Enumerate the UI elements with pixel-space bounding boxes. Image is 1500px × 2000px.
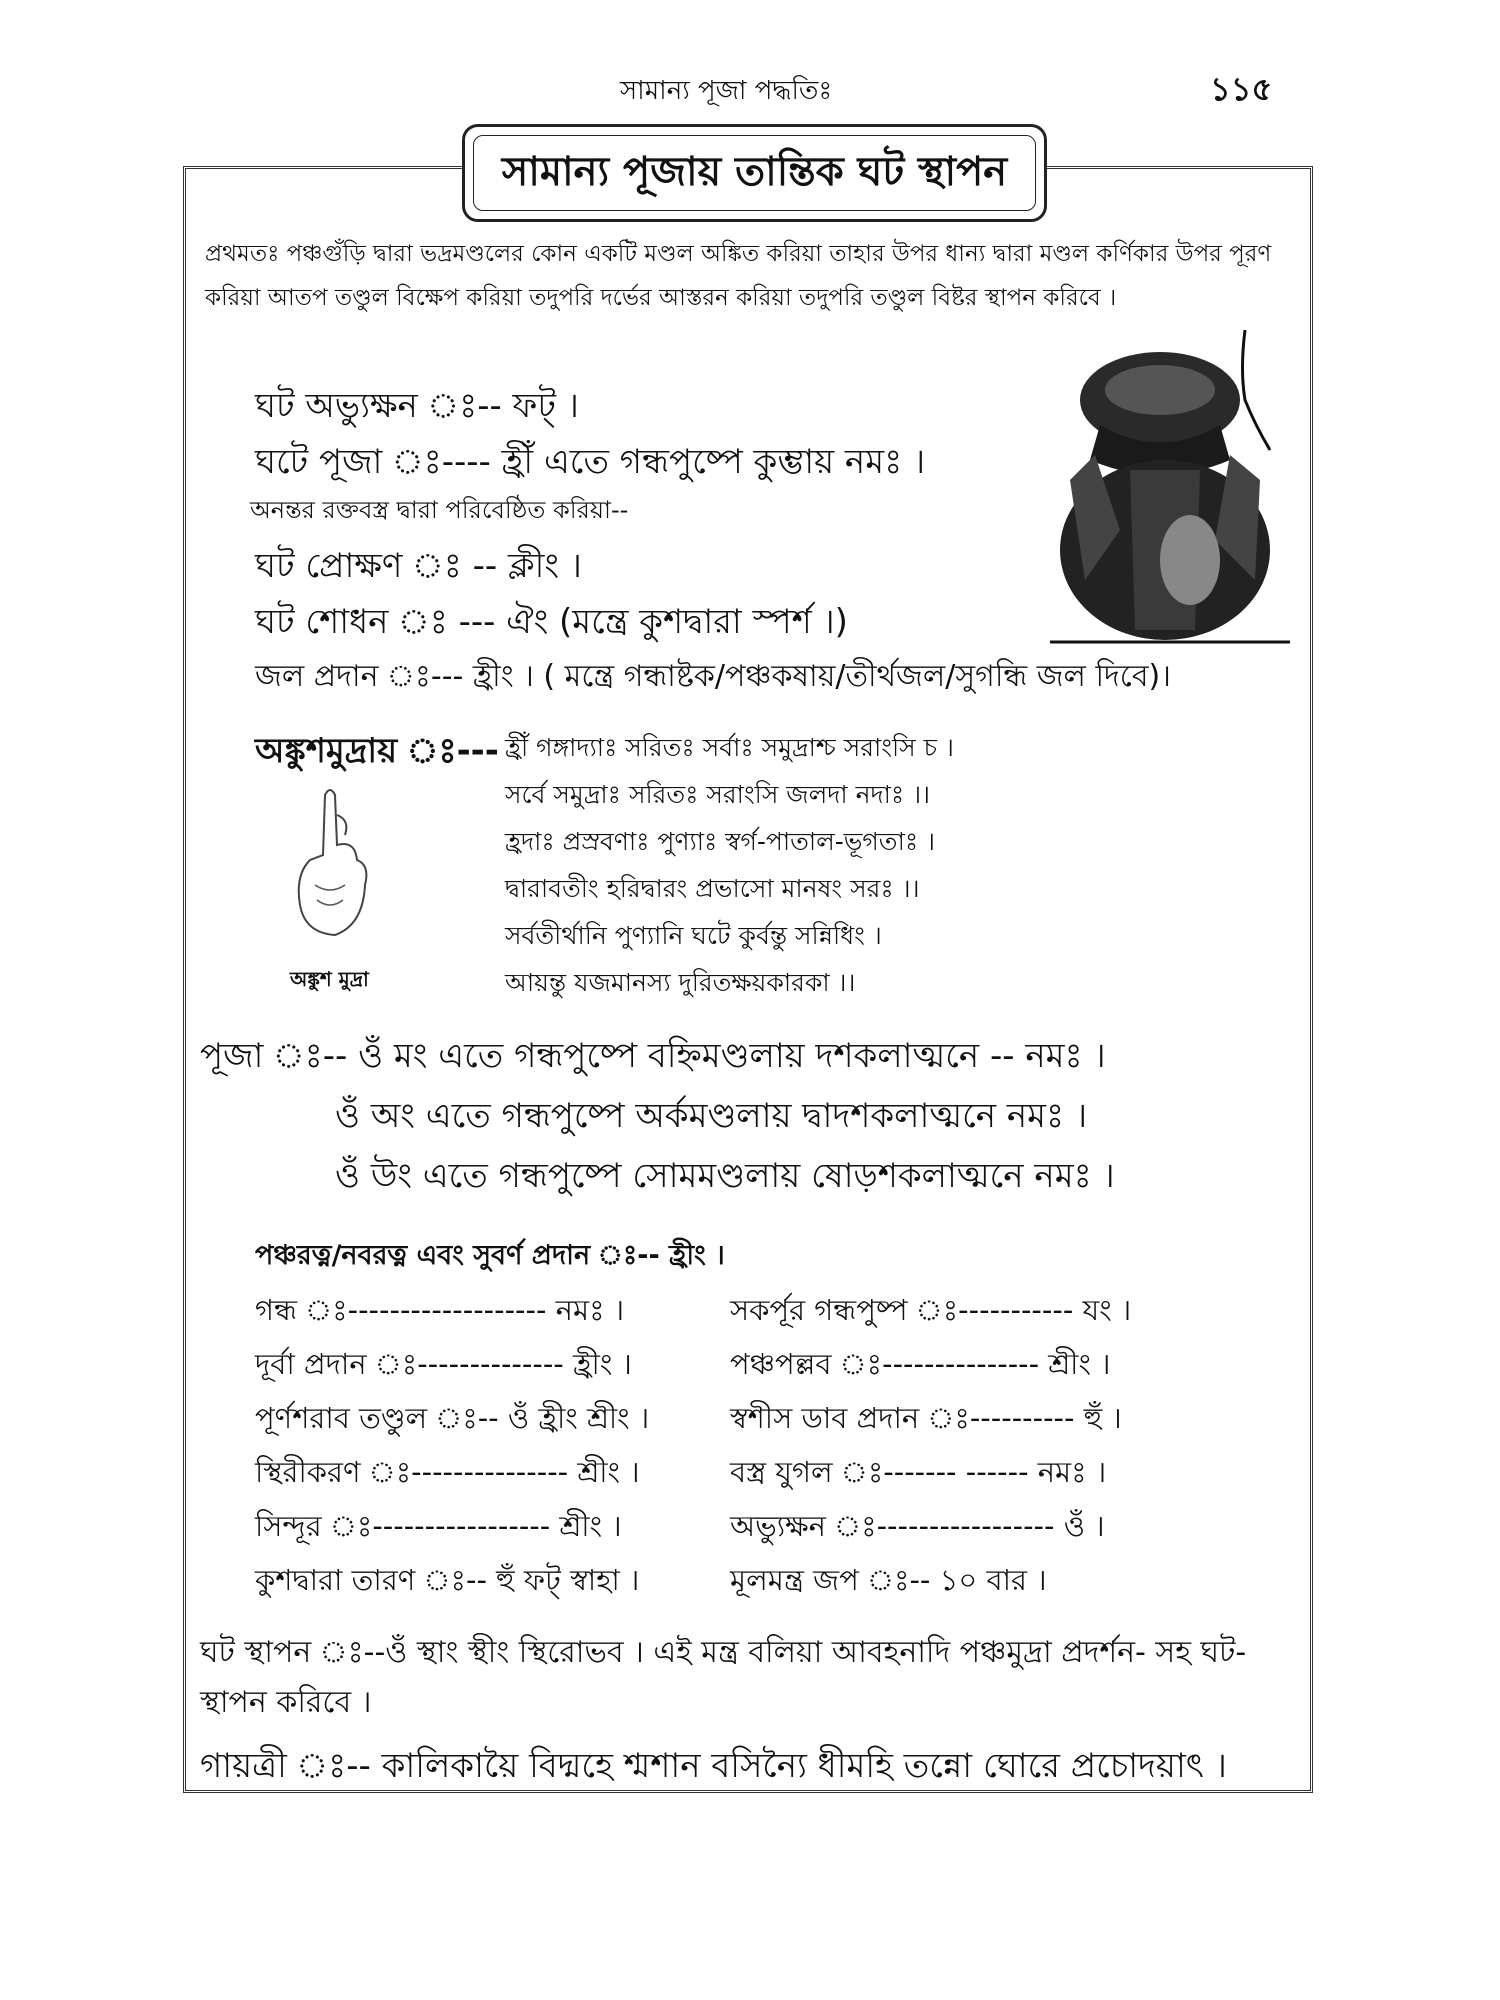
ghata-sthapan: ঘট স্থাপন ঃ--ওঁ স্থাং স্থীং স্থিরোভব । এই মন্ত্র বলিয়া আবহনাদি পঞ্চমুদ্রা প্রদর্শন- সহ ঘট-স্থাপন করিবে । — [200, 1635, 1247, 1720]
verse-line: হ্রীঁ গঙ্গাদ্যাঃ সরিতঃ সর্বাঃ সমুদ্রাশ্চ সরাংসি চ । — [505, 733, 954, 762]
offer-left: দূর্বা প্রদান ঃ-------------- হ্রীং । — [255, 1347, 632, 1381]
ratna-line: পঞ্চরত্ন/নবরত্ন এবং সুবর্ণ প্রদান ঃ-- হ্রীং । — [255, 1240, 725, 1271]
puja-line-1: পূজা ঃ-- ওঁ মং এতে গন্ধপুষ্পে বহ্নিমণ্ডলায় দশকলাত্মনে -- নমঃ । — [200, 1036, 1106, 1076]
mudra-caption: অঙ্কুশ মুদ্রা — [290, 967, 369, 991]
offer-right: পঞ্চপল্লব ঃ--------------- শ্রীং । — [730, 1347, 1111, 1381]
offer-right: সকর্পূর গন্ধপুষ্প ঃ----------- যং । — [730, 1293, 1132, 1327]
ankusha-label: অঙ্কুশমুদ্রায় ঃ--- — [255, 731, 499, 771]
gayatri-line: গায়ত্রী ঃ-- কালিকায়ৈ বিদ্মহে শ্মশান বসিন্যৈ ধীমহি তন্নো ঘোরে প্রচোদয়াৎ । — [200, 1746, 1227, 1786]
ghata-prokshan: ঘট প্রোক্ষণ ঃ -- ক্লীং । — [255, 546, 582, 586]
offer-left: কুশদ্বারা তারণ ঃ-- হুঁ ফট্ স্বাহা । — [255, 1563, 640, 1597]
verse-line: সর্বতীর্থানি পুণ্যানি ঘটে কুর্বন্তু সন্নিধিং । — [505, 921, 882, 950]
offer-left: স্থিরীকরণ ঃ--------------- শ্রীং । — [255, 1455, 640, 1489]
raktabastra-line: অনন্তর রক্তবস্ত্র দ্বারা পরিবেষ্ঠিত করিয়া-- — [250, 496, 629, 524]
puja-line-2: ওঁ অং এতে গন্ধপুষ্পে অর্কমণ্ডলায় দ্বাদশকলাত্মনে নমঃ । — [335, 1096, 1088, 1136]
ankusha-mudra-hand-icon — [285, 785, 385, 945]
verse-line: আয়ন্তু যজমানস্য দুরিতক্ষয়কারকা ।। — [505, 968, 856, 997]
ghata-abhyukshan: ঘট অভ্যুক্ষন ঃ-- ফট্ । — [255, 386, 579, 426]
verse-line: সর্বে সমুদ্রাঃ সরিতঃ সরাংসি জলদা নদাঃ ।। — [505, 780, 931, 809]
ghata-shodhan: ঘট শোধন ঃ --- ঐং (মন্ত্রে কুশদ্বারা স্পর্শ ।) — [255, 602, 848, 642]
ghata-pot-illustration — [1040, 330, 1300, 650]
offer-right: স্বশীস ডাব প্রদান ঃ---------- হুঁ । — [730, 1401, 1122, 1435]
offer-left: গন্ধ ঃ------------------- নমঃ । — [255, 1293, 625, 1327]
offer-right: বস্ত্র যুগল ঃ------- ------ নমঃ । — [730, 1455, 1107, 1489]
page-title: সামান্য পূজায় তান্তিক ঘট স্থাপন — [501, 148, 1008, 195]
puja-line-3: ওঁ উং এতে গন্ধপুষ্পে সোমমণ্ডলায় ষোড়শকলাত্মনে নমঃ । — [335, 1156, 1115, 1196]
running-header: সামান্য পূজা পদ্ধতিঃ — [620, 76, 833, 106]
page-number: ১১৫ — [1210, 70, 1273, 108]
ghate-puja: ঘটে পূজা ঃ---- হ্রীঁ এতে গন্ধপুষ্পে কুম্ভায় নমঃ । — [255, 442, 926, 482]
offer-right: অভ্যুক্ষন ঃ----------------- ওঁ । — [730, 1509, 1105, 1543]
offer-left: সিন্দূর ঃ----------------- শ্রীং । — [255, 1509, 622, 1543]
jal-pradan: জল প্রদান ঃ--- হ্রীং । ( মন্ত্রে গন্ধাষ্টক/পঞ্চকষায়/তীর্থজল/সুগন্ধি জল দিবে)। — [255, 659, 1171, 694]
intro-paragraph: প্রথমতঃ পঞ্চগুঁড়ি দ্বারা ভদ্রমণ্ডলের কোন একটি মণ্ডল অঙ্কিত করিয়া তাহার উপর ধান্য দ্বারা মণ্ডল কর্ণিকার উপর পূরণ করিয়া আতপ তণ্ডুল বিক্ষেপ করিয়া তদুপরি দর্ভের আস্তরন করিয়া তদুপরি তণ্ডুল বিষ্টর স্থাপন করিবে । — [205, 241, 1272, 311]
offer-left: পূর্ণশরাব তণ্ডুল ঃ-- ওঁ হ্রীং শ্রীং । — [255, 1401, 650, 1435]
verse-line: হ্রদাঃ প্রস্রবণাঃ পুণ্যাঃ স্বর্গ-পাতাল-ভূগতাঃ । — [505, 827, 936, 856]
offer-right: মূলমন্ত্র জপ ঃ-- ১০ বার । — [730, 1563, 1047, 1597]
verse-line: দ্বারাবতীং হরিদ্বারং প্রভাসো মানষং সরঃ ।। — [505, 874, 920, 903]
title-box — [462, 124, 1047, 222]
